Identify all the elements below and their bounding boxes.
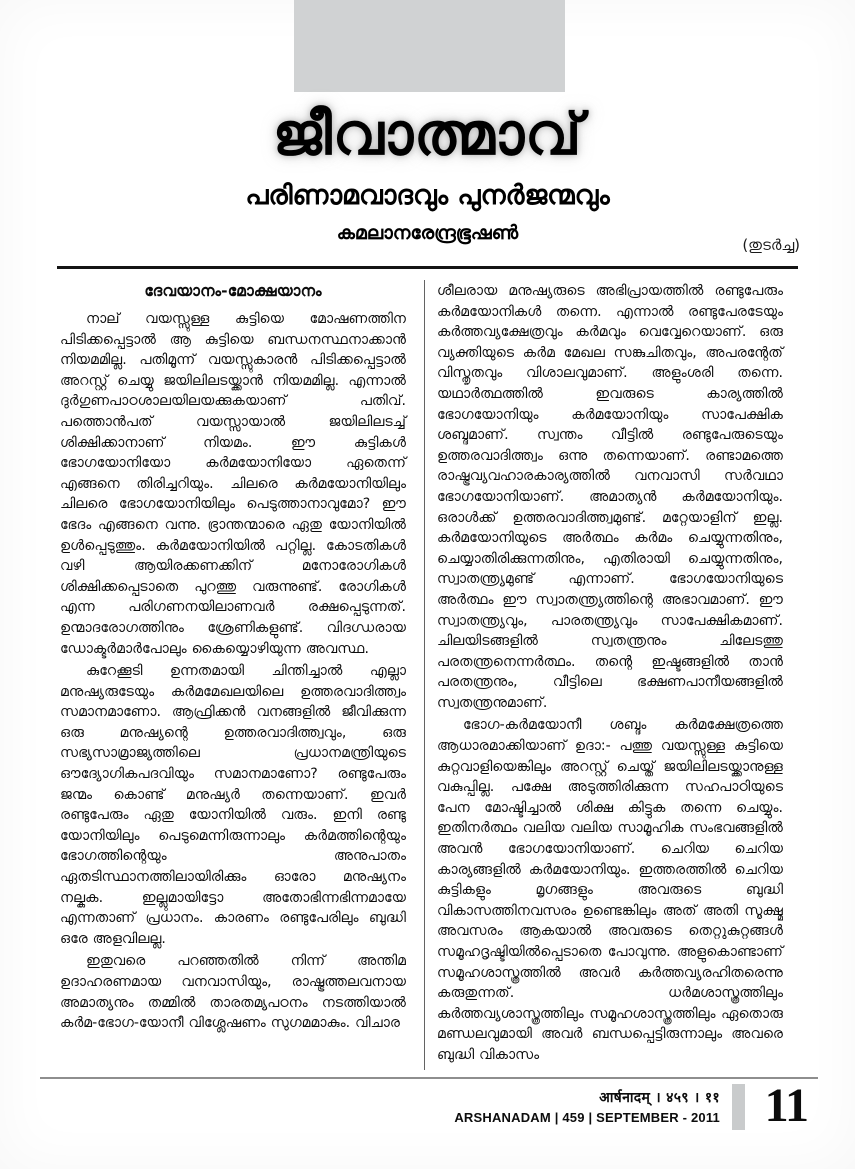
page-footer (40, 1079, 818, 1156)
paragraph: ശീലരായ മനുഷ്യരുടെ അഭിപ്രായത്തിൽ രണ്ടുപേരും കർമയോനികൾ തന്നെ. എന്നാൽ രണ്ടുപേരടേയും കർത്തവ്യക്ഷേത്രവും കർമവും വെവ്വേറെയാണ്. ഒരു വ്യക്തിയുടെ കർമ മേഖല സങ്കുചിതവും, അപരന്റേത് വിസ്തൃതവും വിശാലവുമാണ്. അളുംശരി തന്നെ. യഥാർത്ഥത്തിൽ ഇവരുടെ കാര്യത്തിൽ ഭോഗയോനിയും കർമയോനിയും സാപേക്ഷിക ശബ്ദമാണ്. സ്വന്തം വീട്ടിൽ രണ്ടുപേരുടെയും ഉത്തരവാദിത്ത്വം ഒന്നു തന്നെയാണ്. രണ്ടാമത്തെ രാഷ്ട്രവ്യവഹാരകാര്യത്തിൽ വനവാസി സർവഥാ ഭോഗയോനിയാണ്. അമാത്യൻ കർമയോനിയും. ഒരാൾക്ക് ഉത്തരവാദിത്ത്വമുണ്ട്. മറ്റേയാളിന് ഇല്ല. കർമയോനിയുടെ അർത്ഥം കർമം ചെയ്യുന്നതിനും, ചെയ്യാതിരിക്കുന്നതിനും, എതിരായി ചെയ്യുന്നതിനും, സ്വാതന്ത്ര്യമുണ്ട് എന്നാണ്. ഭോഗയോനിയുടെ അർത്ഥം ഈ സ്വാതന്ത്ര്യത്തിന്റെ അഭാവമാണ്. ഈ സ്വാതന്ത്ര്യവും, പാരതന്ത്ര്യവും സാപേക്ഷികമാണ്. ചിലയിടങ്ങളിൽ സ്വതന്ത്രനും ചിലേടത്തു പരതന്ത്രനെന്നർത്ഥം. തന്റെ ഇഷ്ടങ്ങളിൽ താൻ പരതന്ത്രനും, വീട്ടിലെ ഭക്ഷണപാനീയങ്ങളിൽ സ്വതന്ത്രനുമാണ്. (437, 283, 783, 711)
paragraph: കുറേക്കൂടി ഉന്നതമായി ചിന്തിച്ചാൽ എല്ലാ മനുഷ്യരുടേയും കർമമേഖലയിലെ ഉത്തരവാദിത്ത്വം സമാനമാണോ. ആഫ്രിക്കൻ വനങ്ങളിൽ ജീവിക്കുന്ന ഒരു മനുഷ്യന്റെ ഉത്തരവാദിത്ത്വവും, ഒരു സഭ്യസാമ്രാജ്യത്തിലെ പ്രധാനമന്ത്രിയുടെ ഔദ്യോഗികപദവിയും സമാനമാണോ? രണ്ടുപേരും ജന്മം കൊണ്ട് മനുഷ്യർ തന്നെയാണ്. ഇവർ രണ്ടുപേരും ഏതു യോനിയിൽ വരും. ഇനി രണ്ടു യോനിയിലും പെടുമെന്നിരുന്നാലും കർമത്തിന്റെയും ഭോഗത്തിന്റെയും അനുപാതം ഏതടിസ്ഥാനത്തിലായിരിക്കും ഓരോ മനുഷ്യനം നല്കുക. ഇല്ലുമായിട്ടോ അതോഭിന്നഭിന്നമായേ എന്നതാണ് പ്രധാനം. കാരണം രണ്ടുപേരിലും ബുദ്ധി ഒരേ അളവിലല്ല. (60, 663, 406, 947)
paragraph: ഭോഗ-കർമയോനീ ശബ്ദം കർമക്ഷേത്രത്തെ ആധാരമാക്കിയാണ് ഉദാ:- പത്തു വയസ്സുള്ള കുട്ടിയെ കുറ്റവാളിയെങ്കിലും അറസ്റ്റ് ചെയ്ത് ജയിലിലടയ്ക്കാനുള്ള വകുപ്പില്ല. പക്ഷേ അടുത്തിരിക്കുന്ന സഹപാഠിയുടെ പേന മോഷ്ടിച്ചാൽ ശിക്ഷ കിട്ടുക തന്നെ ചെയ്യും. ഇതിനർത്ഥം വലിയ വലിയ സാമൂഹിക സംഭവങ്ങളിൽ അവൻ ഭോഗയോനിയാണ്. ചെറിയ ചെറിയ കാര്യങ്ങളിൽ കർമയോനിയും. ഇത്തരത്തിൽ ചെറിയ കുട്ടികളും മൃഗങ്ങളും അവരുടെ ബുദ്ധി വികാസത്തിനവസരം ഉണ്ടെങ്കിലും അത് അതി സൂക്ഷ്മ അവസരം ആകയാൽ അവരുടെ തെറ്റുകുറ്റങ്ങൾ സമൂഹദൃഷ്ടിയിൽപ്പെടാതെ പോവുന്നു. അളുകൊണ്ടാണ് സമൂഹശാസ്ത്രത്തിൽ അവർ കർത്തവ്യരഹിതരെന്നു കരുതുന്നത്. ധർമശാസ്ത്രത്തിലും കർത്തവ്യശാസ്ത്രത്തിലും സമൂഹശാസ്ത്രത്തിലും ഏതൊരു മണ്ഡലവുമായി അവർ ബന്ധപ്പെട്ടിരുന്നാലും അവരെ ബുദ്ധി വികാസം (437, 717, 783, 1063)
continued-note: (തുടർച്ച) (742, 236, 800, 254)
page-title: ജീവാത്മാവ് (272, 100, 583, 168)
page-number: 11 (764, 1079, 808, 1132)
article-author: കമലാനരേന്ദ്രഭൂഷൺ (336, 222, 519, 245)
article-subtitle: പരിണാമവാദവും പുനർജന്മവും (245, 180, 610, 212)
paragraph: നാല് വയസ്സുള്ള കുട്ടിയെ മോഷണത്തിന പിടിക്കപ്പെട്ടാൽ ആ കുട്ടിയെ ബന്ധനസ്ഥനാക്കാൻ നിയമമില്ല. പതിമൂന്ന് വയസ്സുകാരൻ പിടിക്കപ്പെട്ടാൽ അറസ്റ്റ് ചെയ്യു ജയിലിലടയ്ക്കാൻ നിയമമില്ല. എന്നാൽ ദുർഗുണപാഠശാലയിലയക്കുകയാണ് പതിവ്. പത്തൊൻപത് വയസ്സായാൽ ജയിലിലടച്ച് ശിക്ഷിക്കാനാണ് നിയമം. ഈ കുട്ടികൾ ഭോഗയോനിയോ കർമയോനിയോ ഏതെന്ന് എങ്ങനെ തിരിച്ചറിയും. ചിലരെ കർമയോനിയിലും ചിലരെ ഭോഗയോനിയിലും പെടുത്താനാവുമോ? ഈ ഭേദം എങ്ങനെ വന്നു. ഭ്രാന്തന്മാരെ ഏതു യോനിയിൽ ഉൾപ്പെടുത്തും. കർമയോനിയിൽ പറ്റില്ല. കോടതികൾ വഴി ആയിരക്കണക്കിന് മനോരോഗികൾ ശിക്ഷിക്കപ്പെടാതെ പുറത്തു വരുന്നുണ്ട്. രോഗികൾ എന്ന പരിഗണനയിലാണവർ രക്ഷപ്പെടുന്നത്. ഉന്മാദരോഗത്തിനും ശ്രേണികളുണ്ട്. വിദഗ്ധരായ ഡോക്ടർമാർപോലും കൈയ്യൊഴിയുന്ന അവസ്ഥ. (60, 311, 406, 657)
paragraph: ഇതുവരെ പറഞ്ഞതിൽ നിന്ന് അന്തിമ ഉദാഹരണമായ വനവാസിയും, രാഷ്ട്രത്തലവനായ അമാത്യനും തമ്മിൽ താരതമ്യപഠനം നടത്തിയാൽ കർമ-ഭോഗ-യോനീ വിശ്ലേഷണം സുഗമമാകും. വിചാര (60, 953, 406, 1032)
footer-divider-rule (40, 1077, 818, 1079)
publication-credits (454, 1088, 720, 1125)
publication-name-latin: ARSHANADAM | 459 | SEPTEMBER - 2011 (454, 1110, 720, 1125)
publication-name-devanagari: आर्षनादम् । ४५९ । ११ (599, 1090, 720, 1106)
header-divider-rule (57, 266, 798, 269)
masthead-image-placeholder (294, 0, 565, 92)
article-column-left (60, 281, 406, 1034)
footer-accent-block (732, 1084, 745, 1130)
column-divider-rule (424, 280, 425, 1070)
section-heading: ദേവയാനം-മോക്ഷയാനം (144, 282, 322, 300)
article-column-right (437, 281, 783, 1066)
